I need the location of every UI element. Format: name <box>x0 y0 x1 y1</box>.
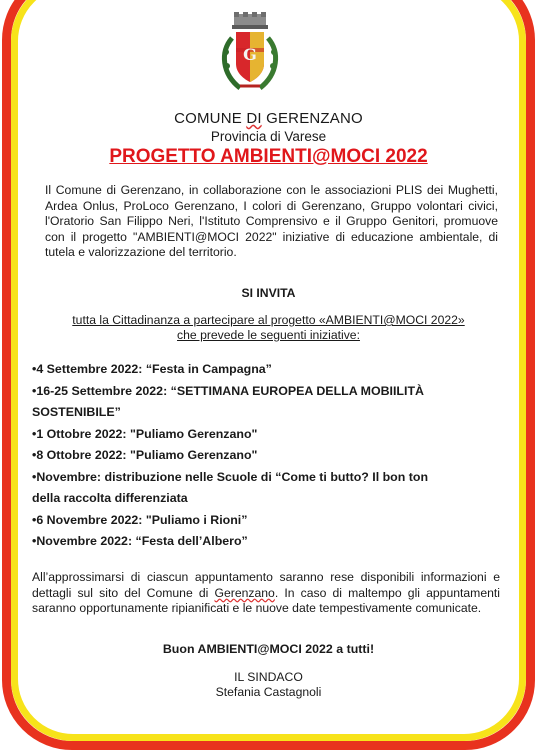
event-item: •Novembre: distribuzione nelle Scuole di “Come ti butto? Il bon ton <box>32 469 429 484</box>
event-item-continuation: SOSTENIBILE” <box>32 405 121 419</box>
svg-text:G: G <box>243 45 257 64</box>
signature-block <box>0 670 537 701</box>
invitation-text <box>0 313 537 343</box>
event-item: •6 Novembre 2022: "Puliamo i Rioni” <box>32 512 248 527</box>
invitation-heading: SI INVITA <box>241 286 296 300</box>
invitation-line-1: tutta la Cittadinanza a partecipare al progetto «AMBIENTI@MOCI 2022» <box>72 313 465 327</box>
province-name: Provincia di Varese <box>210 129 327 144</box>
project-title: PROGETTO AMBIENTI@MOCI 2022 <box>109 146 428 167</box>
signature-name: Stefania Castagnoli <box>215 685 322 700</box>
event-item: •4 Settembre 2022: “Festa in Campagna” <box>32 362 272 376</box>
municipality-name: COMUNE DI GERENZANO <box>174 110 363 127</box>
event-item: •16-25 Settembre 2022: “SETTIMANA EUROPEA DELLA MOBIILITÀ <box>32 383 424 398</box>
closing-paragraph: All’approssimarsi di ciascun appuntamento saranno rese disponibili informazioni e dettagli sul sito del Comune di Gerenzano. In caso di maltempo gli appuntamenti saranno opportunamente ripianificati e le nuove date tempestivamente comunicate. <box>32 570 500 616</box>
coat-of-arms-icon <box>218 12 282 100</box>
event-item: •Novembre 2022: “Festa dell’Albero” <box>32 534 248 548</box>
signature-role: IL SINDACO <box>234 670 303 684</box>
event-item-continuation: della raccolta differenziata <box>32 491 188 505</box>
greeting: Buon AMBIENTI@MOCI 2022 a tutti! <box>162 642 375 656</box>
event-item: •1 Ottobre 2022: "Puliamo Gerenzano" <box>32 426 258 441</box>
event-item: •8 Ottobre 2022: "Puliamo Gerenzano" <box>32 448 258 462</box>
invitation-line-2: che prevede le seguenti iniziative: <box>177 328 360 343</box>
intro-paragraph: Il Comune di Gerenzano, in collaborazione con le associazioni PLIS dei Mughetti, Ardea Onlus, ProLoco Gerenzano, I colori di Gerenzano, Gruppo volontari civici, l'Oratorio San Filippo Neri, l'Istituto Comprensivo e il Gruppo Genitori, promuove con il progetto "AMBIENTI@MOCI 2022" iniziative di educazione ambientale, di tutela e valorizzazione del territorio. <box>45 183 498 260</box>
events-list <box>32 359 502 553</box>
